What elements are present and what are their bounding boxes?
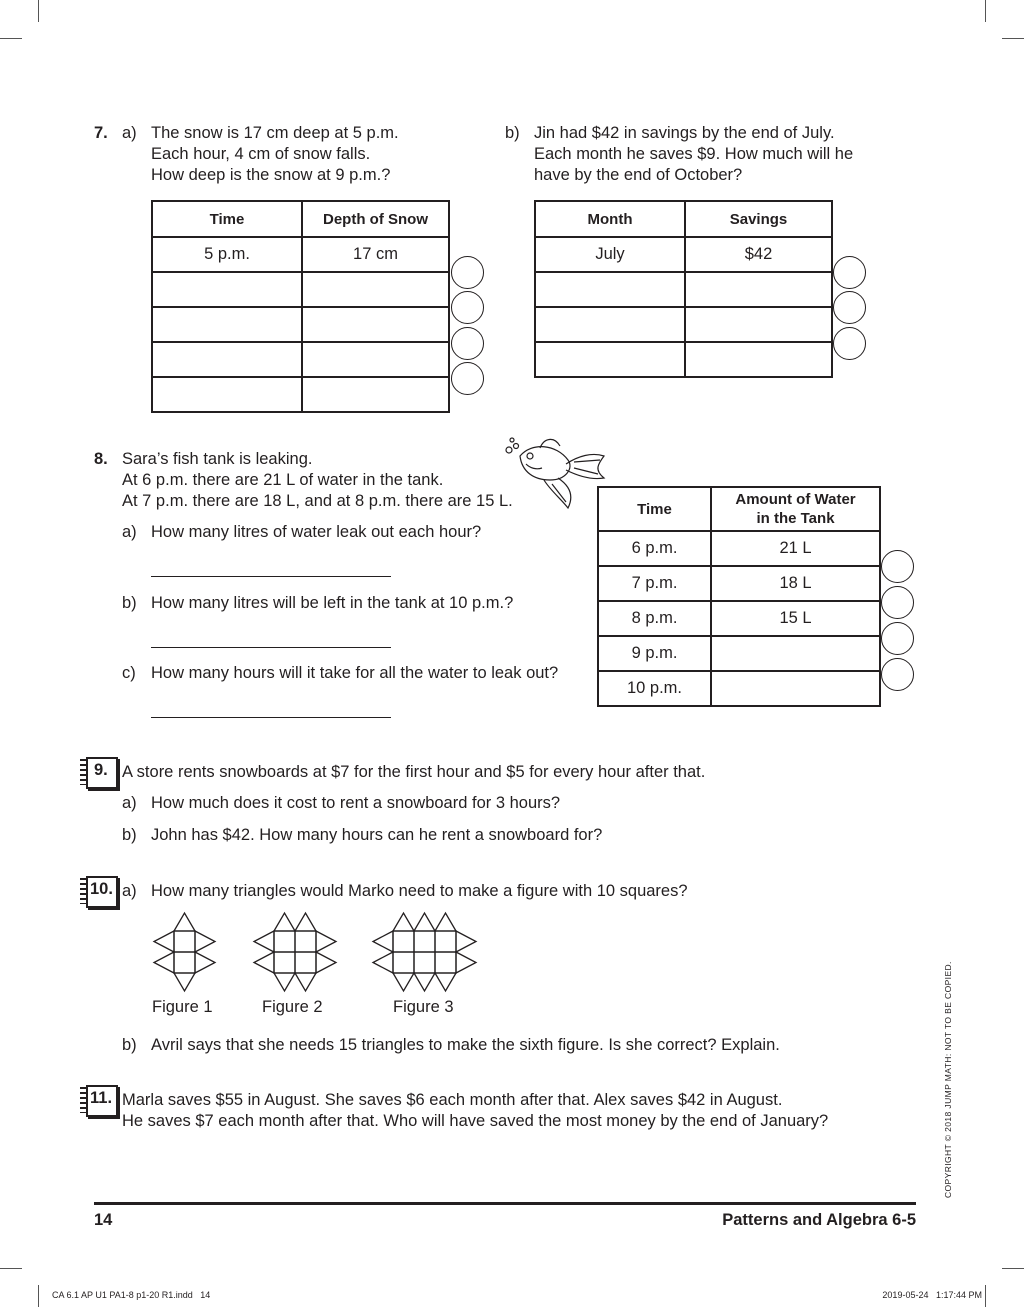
- crop-mark: [985, 1285, 986, 1307]
- q7a-label: a): [122, 124, 137, 142]
- q10a-label: a): [122, 882, 137, 900]
- answer-line[interactable]: [151, 717, 391, 718]
- difference-circle[interactable]: [833, 256, 866, 289]
- q7-number: 7.: [94, 124, 108, 142]
- answer-line[interactable]: [151, 647, 391, 648]
- q7a-header-depth: Depth of Snow: [302, 201, 449, 237]
- q7a-line: How deep is the snow at 9 p.m.?: [151, 166, 391, 184]
- answer-cell[interactable]: [152, 377, 302, 412]
- q8-header-amount-line2: in the Tank: [756, 510, 835, 527]
- answer-cell[interactable]: [685, 342, 832, 377]
- q8c-label: c): [122, 664, 136, 682]
- q9a-label: a): [122, 794, 137, 812]
- answer-cell[interactable]: [302, 342, 449, 377]
- slug-timestamp: 2019-05-24 1:17:44 PM: [882, 1290, 982, 1300]
- difference-circle[interactable]: [881, 622, 914, 655]
- q7a-table: [151, 200, 450, 413]
- q8-header-time: Time: [598, 487, 711, 531]
- q9-text: A store rents snowboards at $7 for the first hour and $5 for every hour after that.: [122, 763, 706, 781]
- spiral-icon: [80, 759, 88, 785]
- q7a-line: The snow is 17 cm deep at 5 p.m.: [151, 124, 399, 142]
- q7a-line: Each hour, 4 cm of snow falls.: [151, 145, 371, 163]
- q8-number: 8.: [94, 450, 108, 468]
- spiral-icon: [80, 878, 88, 904]
- q7b-label: b): [505, 124, 520, 142]
- difference-circle[interactable]: [451, 362, 484, 395]
- table-cell: $42: [685, 237, 832, 272]
- q7b-table: [534, 200, 833, 378]
- answer-line[interactable]: [151, 576, 391, 577]
- q7b-header-month: Month: [535, 201, 685, 237]
- copyright-notice: COPYRIGHT © 2018 JUMP MATH: NOT TO BE COPIED.: [943, 961, 953, 1198]
- table-cell: 18 L: [711, 566, 880, 601]
- footer-rule: [94, 1202, 916, 1205]
- table-cell: 17 cm: [302, 237, 449, 272]
- answer-cell[interactable]: [535, 342, 685, 377]
- figure-1-label: Figure 1: [152, 998, 213, 1016]
- q9a-text: How much does it cost to rent a snowboard for 3 hours?: [151, 794, 561, 812]
- q9-number: 9.: [94, 761, 108, 779]
- difference-circle[interactable]: [881, 586, 914, 619]
- table-cell: 10 p.m.: [598, 671, 711, 706]
- answer-cell[interactable]: [302, 307, 449, 342]
- table-cell: 8 p.m.: [598, 601, 711, 636]
- difference-circle[interactable]: [833, 327, 866, 360]
- answer-cell[interactable]: [711, 671, 880, 706]
- table-cell: 5 p.m.: [152, 237, 302, 272]
- table-cell: 15 L: [711, 601, 880, 636]
- difference-circle[interactable]: [451, 327, 484, 360]
- crop-mark: [0, 38, 22, 39]
- q8-line: Sara’s fish tank is leaking.: [122, 450, 313, 468]
- crop-mark: [1002, 38, 1024, 39]
- q8a-label: a): [122, 523, 137, 541]
- q8-line: At 7 p.m. there are 18 L, and at 8 p.m. there are 15 L.: [122, 492, 513, 510]
- q8b-label: b): [122, 594, 137, 612]
- answer-cell[interactable]: [152, 342, 302, 377]
- figure-3-label: Figure 3: [393, 998, 454, 1016]
- answer-cell[interactable]: [711, 636, 880, 671]
- q7b-line: have by the end of October?: [534, 166, 743, 184]
- figure-2-label: Figure 2: [262, 998, 323, 1016]
- answer-cell[interactable]: [152, 307, 302, 342]
- difference-circle[interactable]: [881, 550, 914, 583]
- page-number: 14: [94, 1211, 113, 1229]
- crop-mark: [985, 0, 986, 22]
- answer-cell[interactable]: [685, 272, 832, 307]
- answer-cell[interactable]: [535, 307, 685, 342]
- q10b-text: Avril says that she needs 15 triangles to make the sixth figure. Is she correct? Explain.: [151, 1036, 780, 1054]
- answer-cell[interactable]: [302, 377, 449, 412]
- q11-line: He saves $7 each month after that. Who will have saved the most money by the end of January?: [122, 1112, 829, 1130]
- table-cell: July: [535, 237, 685, 272]
- table-cell: 6 p.m.: [598, 531, 711, 566]
- q10a-text: How many triangles would Marko need to make a figure with 10 squares?: [151, 882, 688, 900]
- section-title: Patterns and Algebra 6-5: [722, 1211, 916, 1229]
- table-cell: 7 p.m.: [598, 566, 711, 601]
- q8b-text: How many litres will be left in the tank at 10 p.m.?: [151, 594, 514, 612]
- crop-mark: [0, 1268, 22, 1269]
- answer-cell[interactable]: [685, 307, 832, 342]
- q8c-text: How many hours will it take for all the water to leak out?: [151, 664, 559, 682]
- answer-cell[interactable]: [535, 272, 685, 307]
- spiral-icon: [80, 1087, 88, 1113]
- difference-circle[interactable]: [881, 658, 914, 691]
- q7a-header-time: Time: [152, 201, 302, 237]
- q7b-header-savings: Savings: [685, 201, 832, 237]
- q9b-text: John has $42. How many hours can he rent a snowboard for?: [151, 826, 603, 844]
- q10b-label: b): [122, 1036, 137, 1054]
- figure-1-drawing: [150, 910, 220, 995]
- difference-circle[interactable]: [833, 291, 866, 324]
- q8-header-amount: [711, 487, 880, 531]
- table-cell: 21 L: [711, 531, 880, 566]
- slug-filename: CA 6.1 AP U1 PA1-8 p1-20 R1.indd 14: [52, 1290, 211, 1300]
- q7b-line: Each month he saves $9. How much will he: [534, 145, 854, 163]
- q11-number: 11.: [90, 1089, 113, 1107]
- difference-circle[interactable]: [451, 256, 484, 289]
- q9b-label: b): [122, 826, 137, 844]
- table-cell: 9 p.m.: [598, 636, 711, 671]
- figure-2-drawing: [250, 910, 340, 995]
- q10-number: 10.: [90, 880, 113, 898]
- q8-line: At 6 p.m. there are 21 L of water in the tank.: [122, 471, 444, 489]
- answer-cell[interactable]: [152, 272, 302, 307]
- figure-3-drawing: [369, 910, 481, 995]
- q8-header-amount-line1: Amount of Water: [735, 491, 856, 508]
- q11-line: Marla saves $55 in August. She saves $6 each month after that. Alex saves $42 in August.: [122, 1091, 783, 1109]
- goldfish-illustration: [504, 434, 610, 514]
- crop-mark: [38, 0, 39, 22]
- answer-cell[interactable]: [302, 272, 449, 307]
- crop-mark: [38, 1285, 39, 1307]
- q8a-text: How many litres of water leak out each hour?: [151, 523, 482, 541]
- crop-mark: [1002, 1268, 1024, 1269]
- q7b-line: Jin had $42 in savings by the end of July.: [534, 124, 835, 142]
- q8-table: [597, 486, 881, 707]
- difference-circle[interactable]: [451, 291, 484, 324]
